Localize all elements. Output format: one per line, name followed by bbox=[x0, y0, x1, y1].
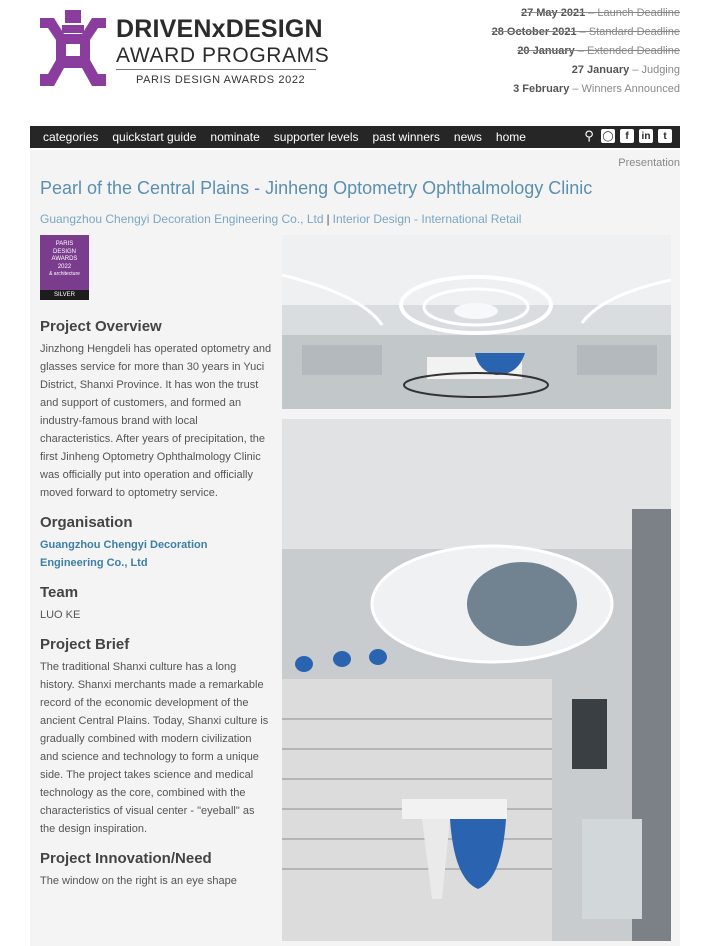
company-link[interactable]: Guangzhou Chengyi Decoration Engineering Co., Ltd bbox=[40, 212, 324, 226]
driven-x-design-logo[interactable] bbox=[40, 10, 106, 86]
brand-title: DRIVENxDESIGN bbox=[116, 15, 323, 43]
team-text: LUO KE bbox=[40, 609, 81, 621]
nav-nominate[interactable]: nominate bbox=[210, 130, 260, 144]
project-subtitle: Guangzhou Chengyi Decoration Engineering Co., Ltd | Interior Design - International Retail bbox=[40, 212, 522, 226]
nav-supporter-levels[interactable]: supporter levels bbox=[273, 130, 359, 144]
project-title: Pearl of the Central Plains - Jinheng Optometry Ophthalmology Clinic bbox=[40, 178, 593, 198]
innovation-heading: Project Innovation/Need bbox=[40, 850, 212, 867]
brief-heading: Project Brief bbox=[40, 636, 130, 653]
organisation-link[interactable]: Guangzhou Chengyi Decoration Engineering Co., Ltd bbox=[40, 539, 208, 569]
nav-news[interactable]: news bbox=[453, 130, 482, 144]
deadline-item: 3 February – Winners Announced bbox=[513, 83, 680, 95]
facebook-icon[interactable]: f bbox=[620, 129, 634, 143]
deadline-item: 28 October 2021 – Standard Deadline bbox=[491, 26, 680, 38]
brand-divider bbox=[116, 69, 316, 70]
nav-categories[interactable]: categories bbox=[43, 130, 99, 144]
nav-quickstart-guide[interactable]: quickstart guide bbox=[112, 130, 197, 144]
organisation-heading: Organisation bbox=[40, 514, 133, 531]
team-heading: Team bbox=[40, 584, 79, 601]
nav-home[interactable]: home bbox=[495, 130, 526, 144]
deadline-item: 20 January – Extended Deadline bbox=[517, 45, 680, 57]
eye-window-display-photo[interactable] bbox=[282, 419, 671, 941]
deadline-list bbox=[490, 4, 680, 99]
deadline-item: 27 January – Judging bbox=[571, 64, 680, 76]
category-link[interactable]: Interior Design - International Retail bbox=[332, 212, 522, 226]
brief-text: The traditional Shanxi culture has a long history. Shanxi merchants made a remarkable record of the economic development of the ancient Central Plains. Today, Shanxi culture is gradually combined with modern civilization and science and technology to form a unique side. The project takes science and medical technology as the core, combined with the characteristics of visual center - "eyeball" as the design inspiration. bbox=[40, 661, 269, 835]
brand-event: PARIS DESIGN AWARDS 2022 bbox=[136, 74, 306, 86]
badge-level: SILVER bbox=[40, 290, 89, 300]
project-details bbox=[40, 318, 272, 902]
main-nav bbox=[30, 126, 680, 148]
brand-subtitle: AWARD PROGRAMS bbox=[116, 44, 330, 67]
overview-heading: Project Overview bbox=[40, 318, 162, 335]
innovation-text: The window on the right is an eye shape bbox=[40, 875, 237, 887]
nav-past-winners[interactable]: past winners bbox=[372, 130, 440, 144]
deadline-item: 27 May 2021 – Launch Deadline bbox=[520, 7, 680, 19]
instagram-icon[interactable]: ◯ bbox=[602, 130, 614, 142]
linkedin-icon[interactable]: in bbox=[639, 129, 653, 143]
clinic-interior-photo[interactable] bbox=[282, 235, 671, 409]
deadline-presentation: Presentation bbox=[618, 157, 680, 169]
silver-award-badge: PARIS DESIGN AWARDS 2022 & architecture SILVER bbox=[40, 235, 89, 300]
overview-text: Jinzhong Hengdeli has operated optometry and glasses service for more than 30 years in Yuci District, Shanxi Province. It has won the trust and support of customers, and formed an industry-famous brand with local characteristics. After years of precipitation, the first Jinheng Optometry Ophthalmology Clinic was officially put into operation and officially moved forward to optometry service. bbox=[40, 343, 272, 499]
search-icon[interactable]: ⚲ bbox=[584, 128, 594, 143]
twitter-icon[interactable]: t bbox=[658, 129, 672, 143]
